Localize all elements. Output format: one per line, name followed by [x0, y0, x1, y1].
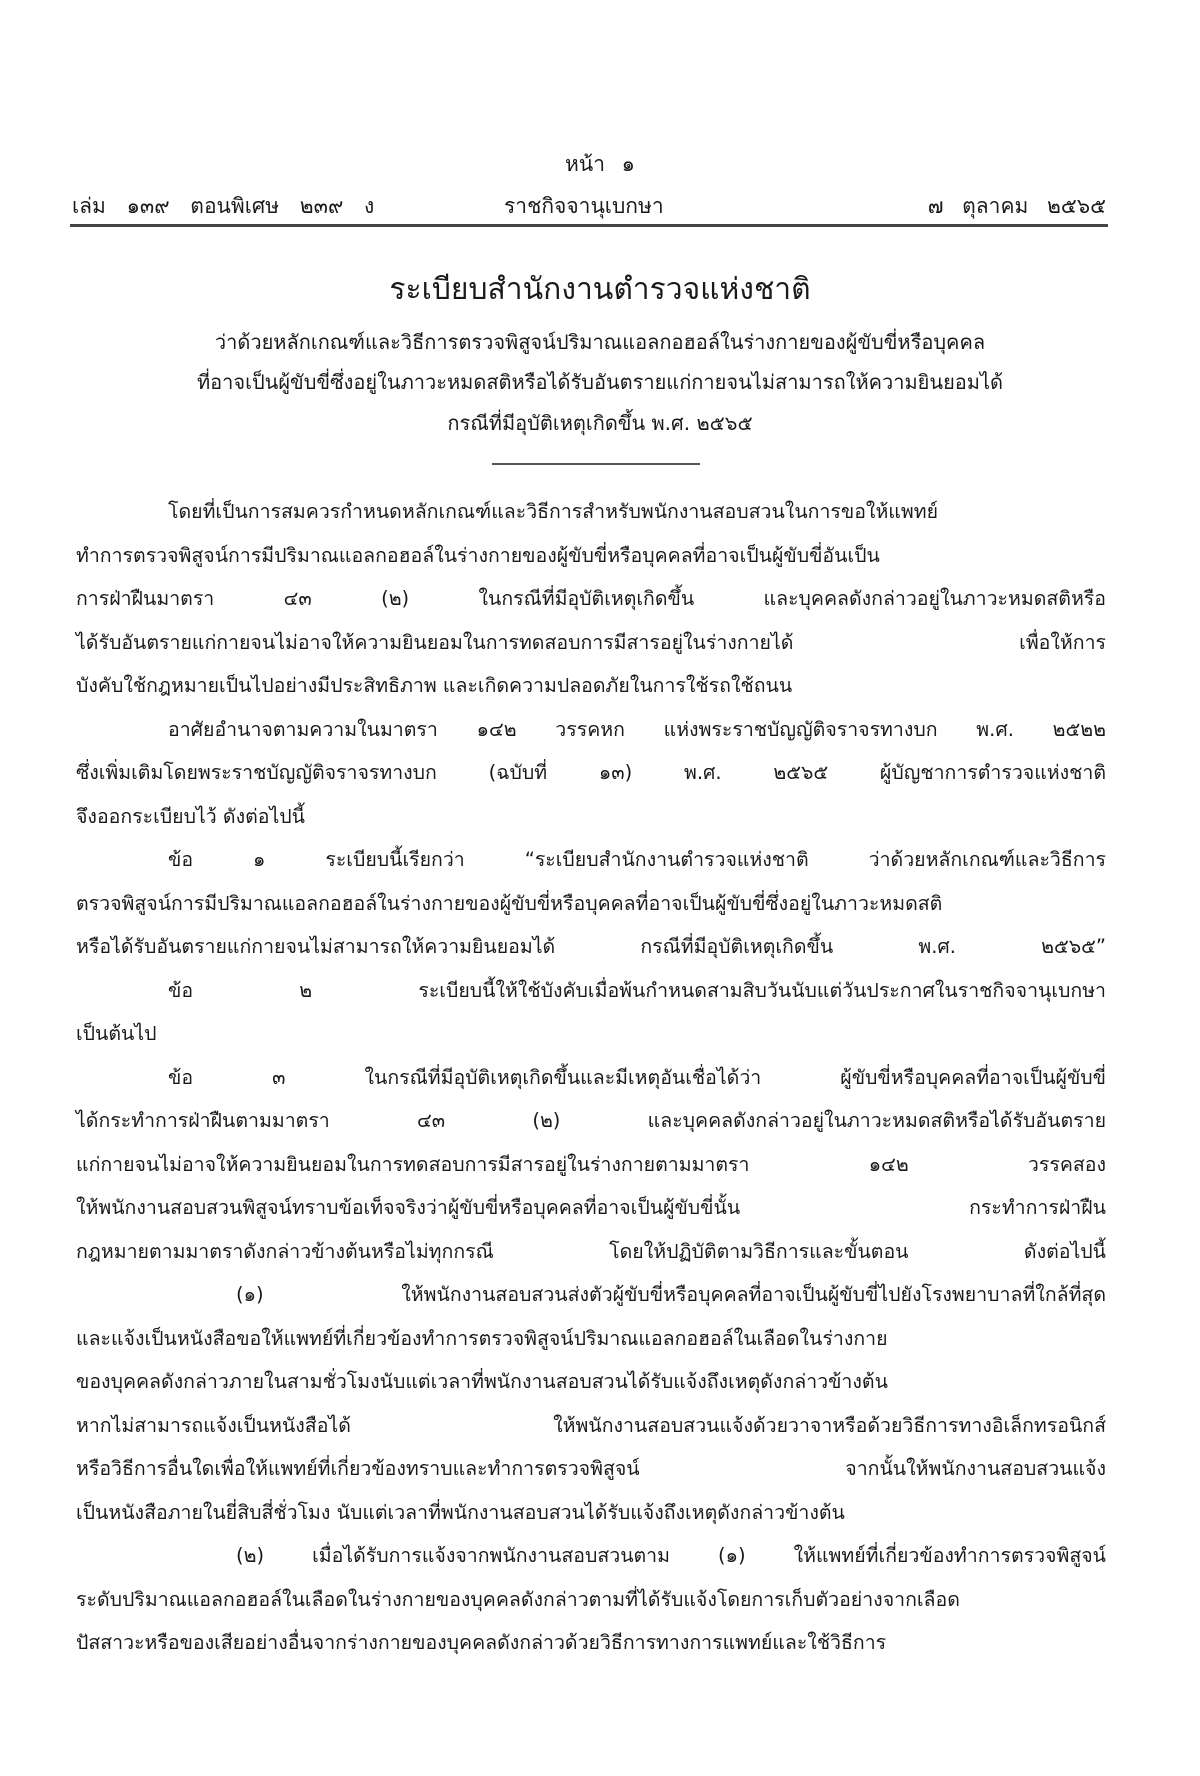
paragraph — [76, 1538, 1106, 1669]
gazette-header — [72, 190, 1106, 220]
paragraph — [76, 1277, 1106, 1538]
paragraph — [76, 494, 1106, 712]
paragraph-line: โดยที่เป็นการสมควรกำหนดหลักเกณฑ์และวิธีการสำหรับพนักงานสอบสวนในการขอให้แพทย์ — [168, 500, 939, 523]
paragraph-line: แก่กายจนไม่อาจให้ความยินยอมในการทดสอบการมีสารอยู่ในร่างกายตามมาตรา ๑๔๒ วรรคสอง — [76, 1152, 1106, 1176]
page-number: หน้า ๑ — [565, 152, 635, 176]
document-body — [76, 494, 1106, 1669]
paragraph-line: บังคับใช้กฎหมายเป็นไปอย่างมีประสิทธิภาพ และเกิดความปลอดภัยในการใช้รถใช้ถนน — [76, 674, 793, 697]
paragraph-line: ของบุคคลดังกล่าวภายในสามชั่วโมงนับแต่เวลาที่พนักงานสอบสวนได้รับแจ้งถึงเหตุดังกล่าวข้างต้น — [76, 1370, 888, 1393]
subtitle-line: ว่าด้วยหลักเกณฑ์และวิธีการตรวจพิสูจน์ปริมาณแอลกอฮอล์ในร่างกายของผู้ขับขี่หรือบุคคล — [214, 330, 986, 354]
subtitle-line: กรณีที่มีอุบัติเหตุเกิดขึ้น พ.ศ. ๒๕๖๕ — [447, 411, 753, 435]
paragraph — [76, 1060, 1106, 1278]
paragraph-line: ปัสสาวะหรือของเสียอย่างอื่นจากร่างกายของบุคคลดังกล่าวด้วยวิธีการทางการแพทย์และใช้วิธีการ — [76, 1631, 887, 1654]
paragraph-line: ตรวจพิสูจน์การมีปริมาณแอลกอฮอล์ในร่างกายของผู้ขับขี่หรือบุคคลที่อาจเป็นผู้ขับขี่ซึ่งอยู่ในภาวะหมดสติ — [76, 891, 943, 915]
paragraph-line: (๒) เมื่อได้รับการแจ้งจากพนักงานสอบสวนตาม (๑) ให้แพทย์ที่เกี่ยวข้องทำการตรวจพิสูจน์ — [236, 1544, 1106, 1567]
paragraph-line: ซึ่งเพิ่มเติมโดยพระราชบัญญัติจราจรทางบก (ฉบับที่ ๑๓) พ.ศ. ๒๕๖๕ ผู้บัญชาการตำรวจแห่งชาติ — [76, 761, 1106, 784]
paragraph-line: อาศัยอำนาจตามความในมาตรา ๑๔๒ วรรคหก แห่งพระราชบัญญัติจราจรทางบก พ.ศ. ๒๕๒๒ — [168, 717, 1106, 741]
paragraph-line: ข้อ ๒ ระเบียบนี้ให้ใช้บังคับเมื่อพ้นกำหนดสามสิบวันนับแต่วันประกาศในราชกิจจานุเบกษา — [168, 978, 1106, 1002]
paragraph-line: ข้อ ๑ ระเบียบนี้เรียกว่า “ระเบียบสำนักงานตำรวจแห่งชาติ ว่าด้วยหลักเกณฑ์และวิธีการ — [168, 848, 1106, 871]
paragraph-line: การฝ่าฝืนมาตรา ๔๓ (๒) ในกรณีที่มีอุบัติเหตุเกิดขึ้น และบุคคลดังกล่าวอยู่ในภาวะหมดสติหรือ — [76, 587, 1106, 610]
paragraph-line: ได้กระทำการฝ่าฝืนตามมาตรา ๔๓ (๒) และบุคคลดังกล่าวอยู่ในภาวะหมดสติหรือได้รับอันตราย — [76, 1109, 1106, 1132]
paragraph — [76, 712, 1106, 843]
paragraph-line: หากไม่สามารถแจ้งเป็นหนังสือได้ ให้พนักงานสอบสวนแจ้งด้วยวาจาหรือด้วยวิธีการทางอิเล็กทรอนิกส์ — [76, 1413, 1106, 1437]
volume-issue: เล่ม ๑๓๙ ตอนพิเศษ ๒๓๙ ง — [72, 194, 375, 218]
paragraph-line: จึงออกระเบียบไว้ ดังต่อไปนี้ — [76, 804, 306, 828]
paragraph-line: ให้พนักงานสอบสวนพิสูจน์ทราบข้อเท็จจริงว่าผู้ขับขี่หรือบุคคลที่อาจเป็นผู้ขับขี่นั้น กระทำการฝ่าฝืน — [76, 1196, 1106, 1219]
paragraph-line: เป็นหนังสือภายในยี่สิบสี่ชั่วโมง นับแต่เวลาที่พนักงานสอบสวนได้รับแจ้งถึงเหตุดังกล่าวข้างต้น — [76, 1500, 845, 1524]
title-divider — [492, 463, 700, 465]
gazette-name: ราชกิจจานุเบกษา — [504, 194, 664, 218]
paragraph-line: ทำการตรวจพิสูจน์การมีปริมาณแอลกอฮอล์ในร่างกายของผู้ขับขี่หรือบุคคลที่อาจเป็นผู้ขับขี่อันเป็น — [76, 543, 880, 567]
document-title: ระเบียบสำนักงานตำรวจแห่งชาติ — [389, 272, 811, 307]
paragraph-line: ได้รับอันตรายแก่กายจนไม่อาจให้ความยินยอมในการทดสอบการมีสารอยู่ในร่างกายได้ เพื่อให้การ — [76, 630, 1106, 654]
paragraph — [76, 973, 1106, 1060]
paragraph-line: และแจ้งเป็นหนังสือขอให้แพทย์ที่เกี่ยวข้องทำการตรวจพิสูจน์ปริมาณแอลกอฮอล์ในเลือดในร่างกาย — [76, 1326, 888, 1350]
publication-date: ๗ ตุลาคม ๒๕๖๕ — [927, 194, 1106, 218]
paragraph-line: (๑) ให้พนักงานสอบสวนส่งตัวผู้ขับขี่หรือบุคคลที่อาจเป็นผู้ขับขี่ไปยังโรงพยาบาลที่ใกล้ที่สุด — [236, 1283, 1106, 1306]
paragraph-line: ระดับปริมาณแอลกอฮอล์ในเลือดในร่างกายของบุคคลดังกล่าวตามที่ได้รับแจ้งโดยการเก็บตัวอย่างจากเลือด — [76, 1587, 960, 1611]
header-rule — [70, 224, 1108, 227]
paragraph — [76, 842, 1106, 973]
paragraph-line: ข้อ ๓ ในกรณีที่มีอุบัติเหตุเกิดขึ้นและมีเหตุอันเชื่อได้ว่า ผู้ขับขี่หรือบุคคลที่อาจเป็นผู้ขับขี่ — [168, 1065, 1106, 1089]
paragraph-line: กฎหมายตามมาตราดังกล่าวข้างต้นหรือไม่ทุกกรณี โดยให้ปฏิบัติตามวิธีการและขั้นตอน ดังต่อไปนี้ — [76, 1239, 1106, 1263]
paragraph-line: หรือวิธีการอื่นใดเพื่อให้แพทย์ที่เกี่ยวข้องทราบและทำการตรวจพิสูจน์ จากนั้นให้พนักงานสอบสวนแจ้ง — [76, 1457, 1106, 1480]
paragraph-line: เป็นต้นไป — [76, 1022, 157, 1045]
subtitle-line: ที่อาจเป็นผู้ขับขี่ซึ่งอยู่ในภาวะหมดสติหรือได้รับอันตรายแก่กายจนไม่สามารถให้ความยินยอมได้ — [196, 370, 1004, 394]
paragraph-line: หรือได้รับอันตรายแก่กายจนไม่สามารถให้ความยินยอมได้ กรณีที่มีอุบัติเหตุเกิดขึ้น พ.ศ. ๒๕๖๕” — [76, 935, 1106, 958]
